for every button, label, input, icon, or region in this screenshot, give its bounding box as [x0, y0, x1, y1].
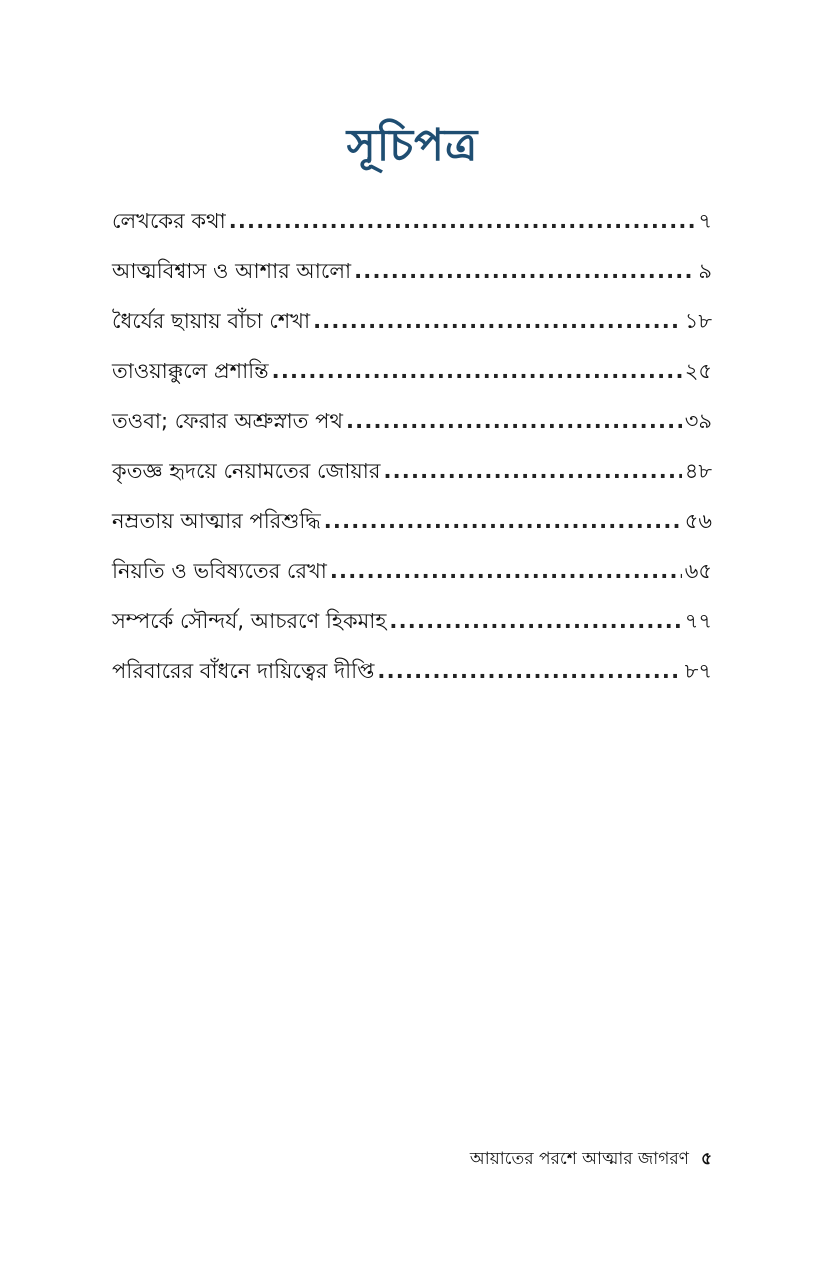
toc-entry — [112, 196, 712, 246]
page-number: ৫ — [700, 1149, 712, 1169]
toc-entry-page: ৫৬ — [684, 509, 712, 533]
table-of-contents — [112, 196, 712, 696]
toc-entry-title: নম্রতায় আত্মার পরিশুদ্ধি — [112, 509, 321, 533]
running-title: আয়াতের পরশে আত্মার জাগরণ — [469, 1149, 689, 1169]
toc-leader-dots — [229, 196, 696, 246]
toc-leader-dots — [313, 296, 682, 346]
toc-entry — [112, 496, 712, 546]
toc-leader-dots — [272, 346, 682, 396]
toc-entry-page: ৬৫ — [684, 559, 712, 583]
toc-entry-title: তাওয়াক্কুলে প্রশান্তি — [112, 359, 269, 383]
toc-entry-page: ৭৭ — [684, 609, 712, 633]
page-title: সূচিপত্র — [346, 120, 479, 171]
toc-leader-dots — [324, 496, 682, 546]
toc-entry — [112, 296, 712, 346]
toc-leader-dots — [377, 646, 681, 696]
page-footer — [470, 1146, 712, 1174]
toc-entry-title: তওবা; ফেরার অশ্রুস্নাত পথ — [112, 409, 343, 433]
toc-entry — [112, 346, 712, 396]
toc-entry — [112, 646, 712, 696]
toc-entry-title: নিয়তি ও ভবিষ্যতের রেখা — [112, 559, 327, 583]
toc-entry-title: লেখকের কথা — [112, 209, 226, 233]
toc-leader-dots — [330, 546, 682, 596]
toc-entry-page: ৭ — [698, 209, 712, 233]
toc-entry-page: ৯ — [698, 259, 712, 283]
toc-leader-dots — [354, 246, 695, 296]
toc-entry-title: কৃতজ্ঞ হৃদয়ে নেয়ামতের জোয়ার — [112, 459, 381, 483]
toc-entry-title: ধৈর্যের ছায়ায় বাঁচা শেখা — [112, 309, 311, 333]
toc-entry-page: ৮৭ — [684, 659, 712, 683]
toc-leader-dots — [383, 446, 681, 496]
toc-entry-page: ১৮ — [684, 309, 712, 333]
toc-leader-dots — [389, 596, 681, 646]
toc-entry — [112, 246, 712, 296]
toc-entry-page: ২৫ — [684, 359, 712, 383]
toc-entry-title: আত্মবিশ্বাস ও আশার আলো — [112, 259, 352, 283]
toc-leader-dots — [346, 396, 682, 446]
toc-entry-title: সম্পর্কে সৌন্দর্য, আচরণে হিকমাহ — [112, 609, 387, 633]
toc-entry — [112, 446, 712, 496]
toc-entry-page: ৪৮ — [684, 459, 712, 483]
toc-entry-title: পরিবারের বাঁধনে দায়িত্বের দীপ্তি — [112, 659, 375, 683]
toc-entry — [112, 396, 712, 446]
toc-entry — [112, 546, 712, 596]
toc-entry — [112, 596, 712, 646]
toc-entry-page: ৩৯ — [684, 409, 712, 433]
